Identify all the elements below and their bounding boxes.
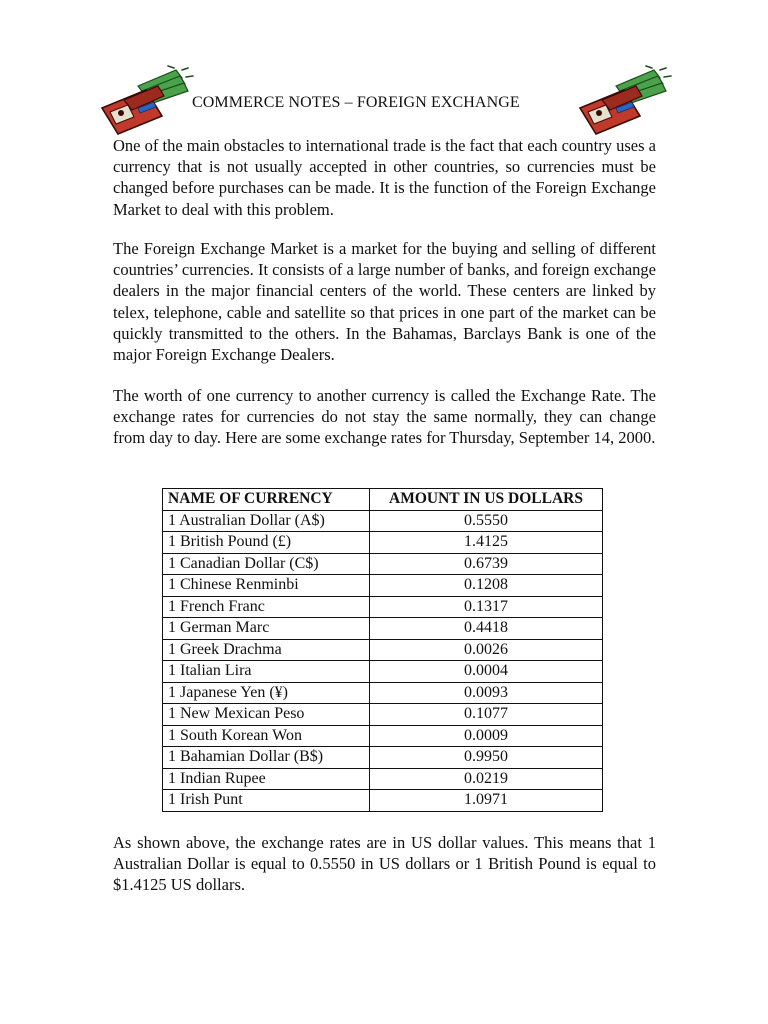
currency-amount: 0.4418	[370, 618, 603, 640]
currency-amount: 0.1208	[370, 575, 603, 597]
currency-name: 1 British Pound (£)	[163, 532, 370, 554]
currency-name: 1 German Marc	[163, 618, 370, 640]
table-row	[163, 639, 603, 661]
table-row	[163, 596, 603, 618]
currency-amount: 0.0093	[370, 682, 603, 704]
paragraph-intro: One of the main obstacles to international trade is the fact that each country uses a currency that is not usually accepted in other countries, so currencies must be changed before purchases can be made. It is the function of the Foreign Exchange Market to deal with this problem.	[113, 136, 656, 219]
currency-name: 1 New Mexican Peso	[163, 704, 370, 726]
currency-amount: 0.1317	[370, 596, 603, 618]
currency-amount: 1.0971	[370, 790, 603, 812]
wallet-money-icon	[576, 64, 674, 136]
page-title: COMMERCE NOTES – FOREIGN EXCHANGE	[192, 94, 520, 111]
exchange-rate-table	[162, 488, 603, 812]
currency-name: 1 Japanese Yen (¥)	[163, 682, 370, 704]
currency-name: 1 Italian Lira	[163, 661, 370, 683]
table-row	[163, 682, 603, 704]
currency-amount: 0.6739	[370, 553, 603, 575]
currency-name: 1 Greek Drachma	[163, 639, 370, 661]
wallet-money-icon	[98, 64, 196, 136]
currency-name: 1 Irish Punt	[163, 790, 370, 812]
paragraph-exchange-rate: The worth of one currency to another currency is called the Exchange Rate. The exchange rates for currencies do not stay the same normally, they can change from day to day. Here are some exchange rates for Thursday, September 14, 2000.	[113, 386, 656, 448]
currency-name: 1 French Franc	[163, 596, 370, 618]
currency-amount: 0.0004	[370, 661, 603, 683]
table-row	[163, 510, 603, 532]
table-row	[163, 790, 603, 812]
currency-amount: 0.0219	[370, 768, 603, 790]
currency-amount: 0.5550	[370, 510, 603, 532]
paragraph-conclusion: As shown above, the exchange rates are in US dollar values. This means that 1 Australian Dollar is equal to 0.5550 in US dollars or 1 British Pound is equal to $1.4125 US dollars.	[113, 833, 656, 895]
currency-amount: 0.0009	[370, 725, 603, 747]
table-row	[163, 747, 603, 769]
table-row	[163, 553, 603, 575]
table-row	[163, 704, 603, 726]
table-row	[163, 768, 603, 790]
table-row	[163, 575, 603, 597]
currency-name: 1 South Korean Won	[163, 725, 370, 747]
table-row	[163, 661, 603, 683]
currency-name: 1 Indian Rupee	[163, 768, 370, 790]
paragraph-market: The Foreign Exchange Market is a market for the buying and selling of different countries’ currencies. It consists of a large number of banks, and foreign exchange dealers in the major financial centers of the world. These centers are linked by telex, telephone, cable and satellite so that prices in one part of the market can be quickly transmitted to the others. In the Bahamas, Barclays Bank is one of the major Foreign Exchange Dealers.	[113, 239, 656, 365]
table-row	[163, 532, 603, 554]
currency-name: 1 Bahamian Dollar (B$)	[163, 747, 370, 769]
currency-name: 1 Canadian Dollar (C$)	[163, 553, 370, 575]
table-row	[163, 618, 603, 640]
currency-name: 1 Australian Dollar (A$)	[163, 510, 370, 532]
table-header-row	[163, 489, 603, 511]
column-header-amount: AMOUNT IN US DOLLARS	[370, 489, 603, 511]
currency-amount: 1.4125	[370, 532, 603, 554]
currency-amount: 0.9950	[370, 747, 603, 769]
currency-amount: 0.0026	[370, 639, 603, 661]
column-header-currency: NAME OF CURRENCY	[163, 489, 370, 511]
table-row	[163, 725, 603, 747]
currency-name: 1 Chinese Renminbi	[163, 575, 370, 597]
currency-amount: 0.1077	[370, 704, 603, 726]
